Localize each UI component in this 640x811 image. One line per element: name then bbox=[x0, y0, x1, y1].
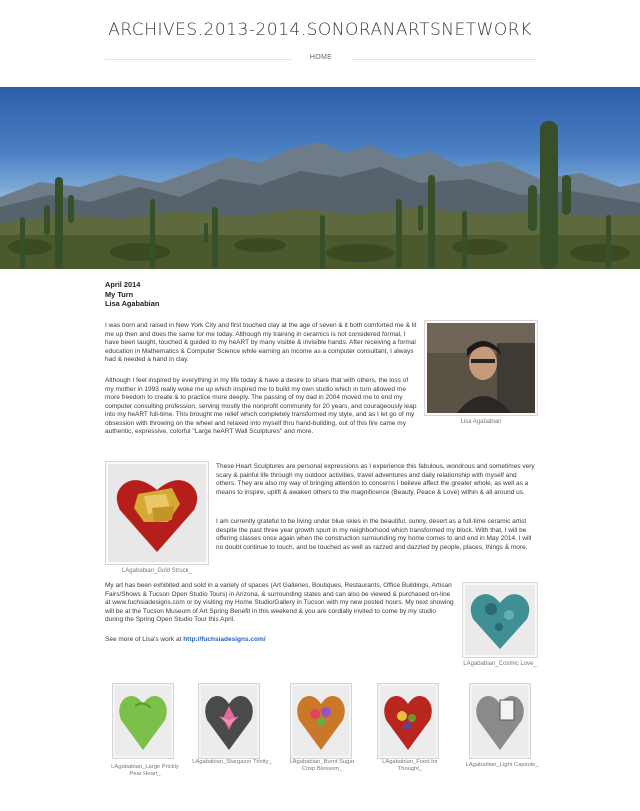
thumb-caption-5: LAgababian_Light Capsule_ bbox=[465, 762, 539, 768]
thumb-prickly-pear-heart[interactable] bbox=[112, 683, 174, 759]
bio-paragraph-2: Although I feel inspired by everything in my life today & have a desire to share that with others, the loss of my mother in 1993 really woke me up which inspired me to build my own studio which in turn allowed me more freedom to create & to practice more deeply. The passing of my dad in 2004 moved me to end my computer consulting profession, serving mostly the nonprofit community for 20 years, and courageously leap into my heART full-time. This brought me relief which completely transformed my style, and as I let go of my obsession with throwing on the wheel and relaxed into myself thru hand-building, out of this fire came my authentic, expressive, colorful "Large heART Wall Sculptures" and more. bbox=[105, 377, 417, 435]
see-more-line bbox=[105, 636, 455, 645]
thumb-light-capsule[interactable] bbox=[469, 683, 531, 759]
article-author: Lisa Agababian bbox=[105, 299, 160, 309]
artist-portrait[interactable] bbox=[424, 320, 538, 416]
portrait-caption: Lisa Agababian bbox=[460, 419, 502, 425]
gold-struck-caption: LAgababian_Gold Struck_ bbox=[121, 568, 193, 574]
cosmic-love-caption: LAgababian_Cosmic Love_ bbox=[463, 661, 537, 667]
main-nav bbox=[105, 54, 537, 66]
thumb-burnt-sugar-blossom[interactable] bbox=[290, 683, 352, 759]
article-title: My Turn bbox=[105, 289, 134, 299]
bio-paragraph-4: I am currently grateful to be living under blue skies in the beautiful, sunny, desert as a full-time ceramic artist despite the past three year growth spurt in my neighborhood which transformed my block. With that, I will be offering classes once again when the construction surrounding my home comes to and end in May 2014. I will no doubt continue to touch, and be touched as well as razzed and dazzled by people, places, things & more. bbox=[216, 518, 532, 551]
thumb-caption-4: LAgababian_Food for Thought_ bbox=[382, 759, 438, 773]
portrait-icon bbox=[427, 323, 535, 413]
bio-paragraph-5: My art has been exhibited and sold in a variety of spaces (Art Galleries, Boutiques, Restaurants, Office Buildings, Artisan Fairs/Shows & Tucson Open Studio Tours) in Arizona, & surrounding states and can also be viewed & purchased on-line at www.fuchsiadesigns.com or by visiting my Home Studio/Gallery in Tucson with my new posted hours. My next showing will be at the Tucson Museum of Art Spring Benefit in this weekend & you are cordially invited to come by my studio during the Spring Open Studio Tour this April. bbox=[105, 582, 454, 623]
bio-paragraph-1: I was born and raised in New York City and first touched clay at the age of seven & it both comforted me & lit me up then and does the same for me today. Although my training in ceramics is not considered formal, I have been taught, touched & guided to my heART by many visible & invisible hands. After receiving a formal education in Mathematics & Computer Science while earning an income as a computer consultant, I always had & needed a hand in clay. bbox=[105, 322, 417, 363]
cosmic-love-heart-image[interactable] bbox=[462, 582, 538, 658]
thumb-caption-1: LAgababian_Large Prickly Pear Heart_ bbox=[111, 764, 179, 778]
thumb-caption-3: LAgababian_Burnt Sugar Crisp Blossom_ bbox=[289, 759, 355, 773]
heart-sculpture-icon bbox=[108, 464, 206, 562]
thumb-stargazer-trinity[interactable] bbox=[198, 683, 260, 759]
orange-heart-flowers-icon bbox=[293, 686, 349, 756]
nav-divider-right bbox=[351, 59, 537, 60]
site-title[interactable]: ARCHIVES.2013-2014.SONORANARTSNETWORK bbox=[108, 20, 532, 40]
article-heading bbox=[105, 280, 159, 309]
see-more-label: See more of Lisa's work at bbox=[105, 636, 184, 643]
teal-heart-icon bbox=[465, 585, 535, 655]
thumb-food-for-thought[interactable] bbox=[377, 683, 439, 759]
nav-home-link[interactable]: HOME bbox=[309, 54, 333, 61]
gold-struck-heart-image[interactable] bbox=[105, 461, 209, 565]
green-heart-icon bbox=[115, 686, 171, 756]
fuchsia-designs-link[interactable]: http://fuchsiadesigns.com/ bbox=[183, 636, 266, 643]
article-date: April 2014 bbox=[105, 280, 141, 289]
grey-heart-capsule-icon bbox=[472, 686, 528, 756]
desert-landscape-icon bbox=[0, 87, 640, 269]
bio-paragraph-3: These Heart Sculptures are personal expressions as I experience this fabulous, wondrous and sometimes very scary & painful life through my outdoor activities, travel adventures and daily relationship with myself and others. They are also my way of bringing attention to concerns I believe affect the greater whole, as well as a means to inspire, uplift & awaken others to the magnificence (Beauty, Peace & Love) within & all around us. bbox=[216, 463, 535, 496]
black-heart-lily-icon bbox=[201, 686, 257, 756]
header-banner-image bbox=[0, 87, 640, 269]
thumb-caption-2: LAgababian_Stargazer Trinity_ bbox=[192, 759, 272, 765]
red-heart-fruit-icon bbox=[380, 686, 436, 756]
